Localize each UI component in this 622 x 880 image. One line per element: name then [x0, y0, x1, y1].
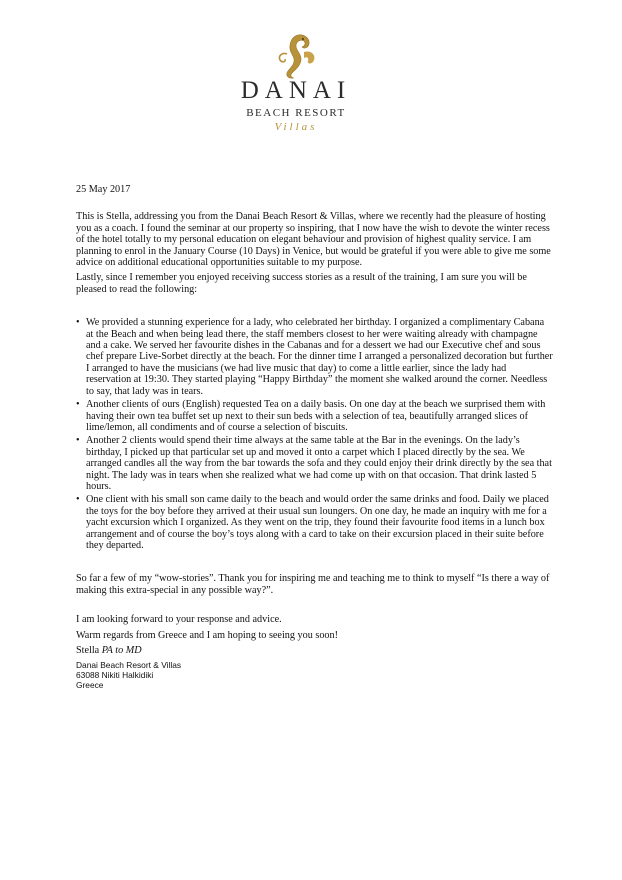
- story-text: We provided a stunning experience for a lady, who celebrated her birthday. I organized a complimentary Cabana at the Beach and when being lead there, the staff members closest to her were waiting already with champagne and a cake. We served her favourite dishes in the Cabanas and for a dessert we had our Executive chef and sous chef prepare Live-Sorbet directly at the beach. For the dinner time I arranged a personalized decoration but further I arranged to have the musicians (we had live music that day) to come a little earlier, since the lady had reservation at 19:30. They started playing “Happy Birthday” the moment she walked around the corner. Needless to say, that lady was in tears.: [86, 317, 553, 397]
- bullet-icon: •: [76, 317, 80, 329]
- closing-paragraph: So far a few of my “wow-stories”. Thank you for inspiring me and teaching me to think to myself “Is there a way of making this extra-special in any possible way?”.: [76, 573, 550, 596]
- story-text: Another clients of ours (English) requested Tea on a daily basis. On one day at the beach we surprised them with having their own tea buffet set up next to their sun beds with a selection of tea, beautifully arranged slices of lime/lemon, all condiments and of course a selection of biscuits.: [86, 399, 546, 433]
- address-line: Greece: [76, 680, 104, 691]
- bullet-icon: •: [76, 399, 80, 411]
- lastly-paragraph: Lastly, since I remember you enjoyed receiving success stories as a result of the training, I am sure you will be pleased to read the following:: [76, 272, 527, 295]
- bullet-icon: •: [76, 435, 80, 447]
- regards-line: Warm regards from Greece and I am hoping to seeing you soon!: [76, 629, 338, 641]
- logo-wordmark: DANAI: [240, 77, 352, 104]
- resort-logo: [236, 32, 356, 142]
- bullet-icon: •: [76, 494, 80, 506]
- sender-address: [76, 660, 554, 690]
- signature: [76, 645, 554, 656]
- letter-date: 25 May 2017: [76, 184, 131, 195]
- address-line: Danai Beach Resort & Villas: [76, 660, 182, 671]
- list-item: [76, 317, 554, 397]
- signature-title: PA to MD: [101, 645, 142, 656]
- story-text: One client with his small son came daily to the beach and would order the same drinks and food. Daily we placed the toys for the boy before they arrived at their usual sun loungers. On one day, he made an inquiry with me for a yacht excursion which I organized. As they went on the trip, they found their favourite food items in a lunch box arrangement and of course the boy’s toys along with a card to take on their excursion placed in their suite before they departed.: [86, 494, 549, 551]
- intro-paragraph: This is Stella, addressing you from the Danai Beach Resort & Villas, where we recently had the pleasure of hosting you as a coach. I found the seminar at our property so inspiring, that I now have the wish to devote the winter recess of the hotel totally to my personal education on elegant behaviour and provision of highest quality service. I am planning to enrol in the January Course (10 Days) in Venice, but would be grateful if you were able to give me some advice on additional educational opportunities suitable to my purpose.: [76, 211, 551, 269]
- signature-name: Stella: [76, 645, 100, 656]
- list-item: [76, 435, 554, 492]
- looking-forward-line: I am looking forward to your response and advice.: [76, 614, 282, 626]
- logo-subtitle: BEACH RESORT: [246, 107, 346, 119]
- letter-body: [76, 184, 554, 690]
- address-line: 63088 Nikiti Halkidiki: [76, 670, 154, 681]
- seahorse-logo-icon: [274, 32, 320, 80]
- list-item: [76, 494, 554, 551]
- logo-script: Villas: [274, 121, 318, 133]
- stories-list: [76, 317, 554, 551]
- list-item: [76, 399, 554, 433]
- story-text: Another 2 clients would spend their time always at the same table at the Bar in the evenings. On the lady’s birthday, I picked up that particular set up and moved it onto a carpet which I placed directly by the sea. We arranged candles all the way from the bar towards the sofa and they could enjoy their drink directly by the sea that night. The lady was in tears when she realized what we had come up with on that occasion. That drink lasted 5 hours.: [86, 435, 552, 492]
